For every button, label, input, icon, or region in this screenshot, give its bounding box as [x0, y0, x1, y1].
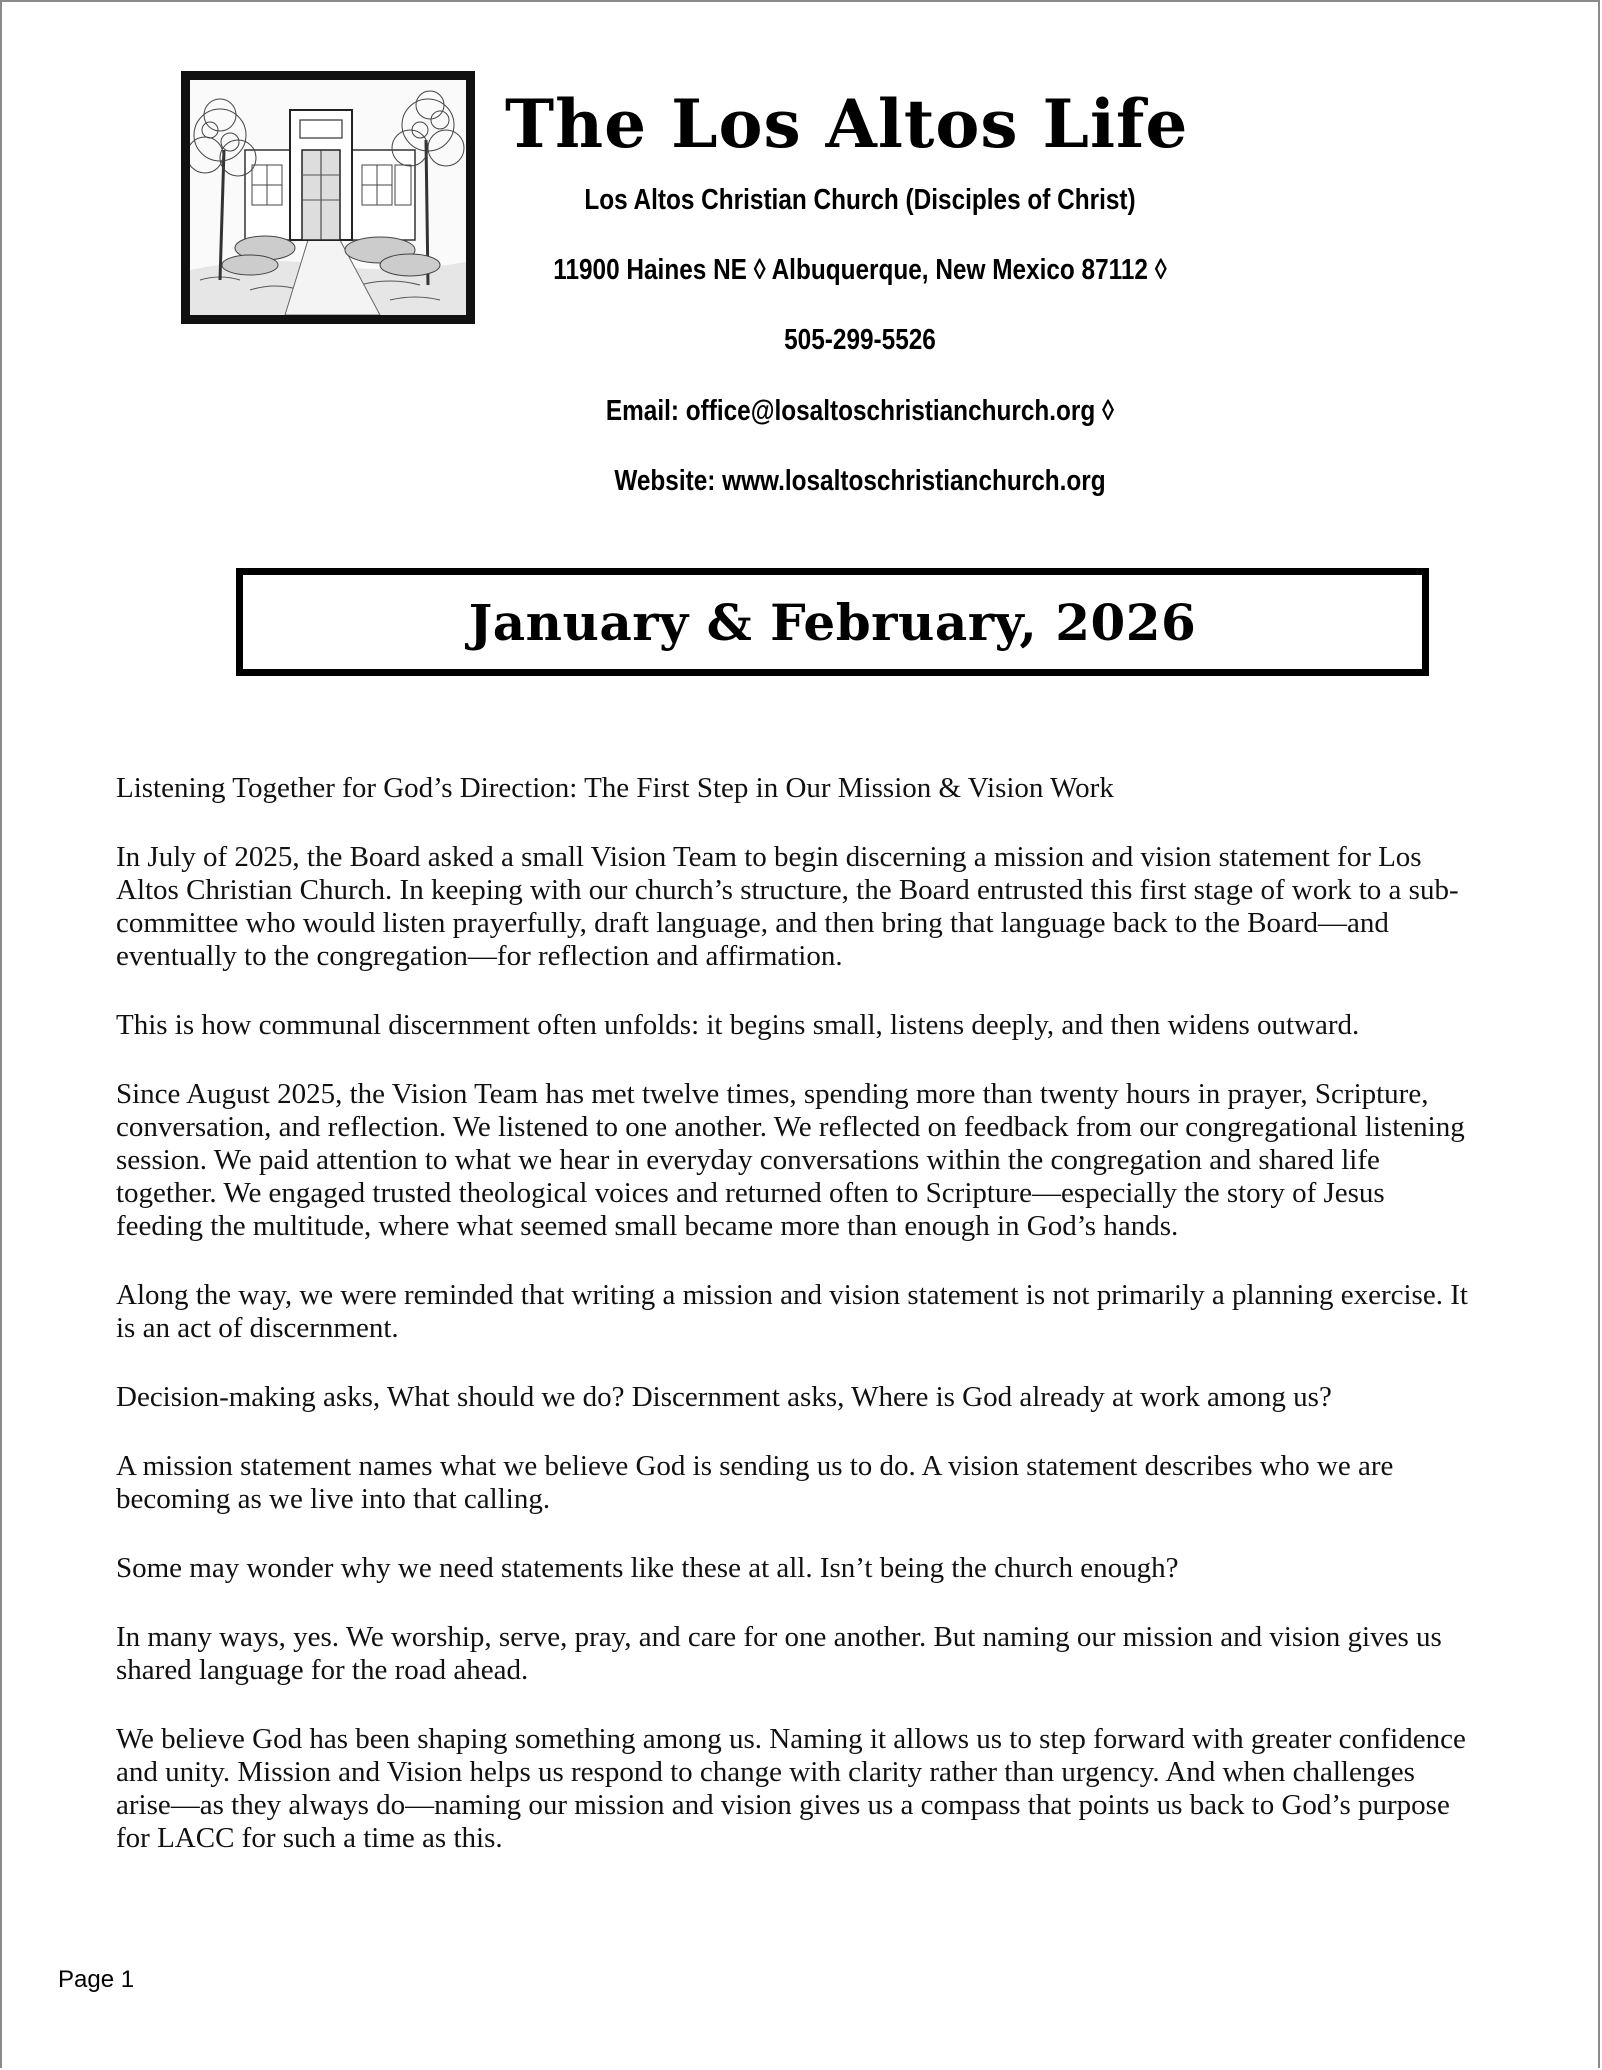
article-paragraph: Some may wonder why we need statements like these at all. Isn’t being the church enough?	[116, 1552, 1179, 1584]
article-paragraph: We believe God has been shaping something among us. Naming it allows us to step forward with greater confidence and unity. Mission and Vision helps us respond to change with clarity rather than urgency. And when challenges arise—as they always do—naming our mission and vision gives us a compass that points us back to God’s purpose for LACC for such a time as this.	[116, 1723, 1466, 1854]
church-logo-image	[181, 71, 475, 324]
article-paragraph: In July of 2025, the Board asked a small Vision Team to begin discerning a mission and vision statement for Los Altos Christian Church. In keeping with our church’s structure, the Board entrusted this first stage of work to a sub-committee who would listen prayerfully, draft language, and then bring that language back to the Board—and eventually to the congregation—for reflection and affirmation.	[116, 841, 1459, 972]
article-paragraph: Along the way, we were reminded that writing a mission and vision statement is not primarily a planning exercise. It is an act of discernment.	[116, 1279, 1468, 1344]
church-building-sketch-icon	[190, 80, 466, 315]
issue-date-box	[236, 568, 1429, 676]
church-website: Website: www.losaltoschristianchurch.org	[614, 465, 1106, 497]
church-phone: 505-299-5526	[784, 324, 936, 356]
church-email: Email: office@losaltoschristianchurch.org ◊	[605, 395, 1115, 427]
article-paragraph: In many ways, yes. We worship, serve, pray, and care for one another. But naming our mission and vision gives us shared language for the road ahead.	[116, 1621, 1442, 1686]
article-paragraph: Since August 2025, the Vision Team has met twelve times, spending more than twenty hours in prayer, Scripture, conversation, and reflection. We listened to one another. We reflected on feedback from our congregational listening session. We paid attention to what we hear in everyday conversations within the congregation and shared life together. We engaged trusted theological voices and returned often to Scripture—especially the story of Jesus feeding the multitude, where what seemed small became more than enough in God’s hands.	[116, 1078, 1465, 1242]
page-number: Page 1	[58, 1966, 135, 1993]
article-heading: Listening Together for God’s Direction: The First Step in Our Mission & Vision Work	[116, 772, 1114, 804]
article-paragraph: This is how communal discernment often unfolds: it begins small, listens deeply, and then widens outward.	[116, 1009, 1360, 1041]
article-paragraph: Decision-making asks, What should we do? Discernment asks, Where is God already at work among us?	[116, 1381, 1332, 1413]
church-name: Los Altos Christian Church (Disciples of Christ)	[584, 184, 1136, 216]
article-paragraph: A mission statement names what we believe God is sending us to do. A vision statement describes who we are becoming as we live into that calling.	[116, 1450, 1394, 1515]
issue-date: January & February, 2026	[468, 592, 1197, 652]
newsletter-title: The Los Altos Life	[505, 85, 1189, 163]
article	[116, 772, 1476, 1891]
church-address: 11900 Haines NE ◊ Albuquerque, New Mexico 87112 ◊	[553, 254, 1167, 286]
